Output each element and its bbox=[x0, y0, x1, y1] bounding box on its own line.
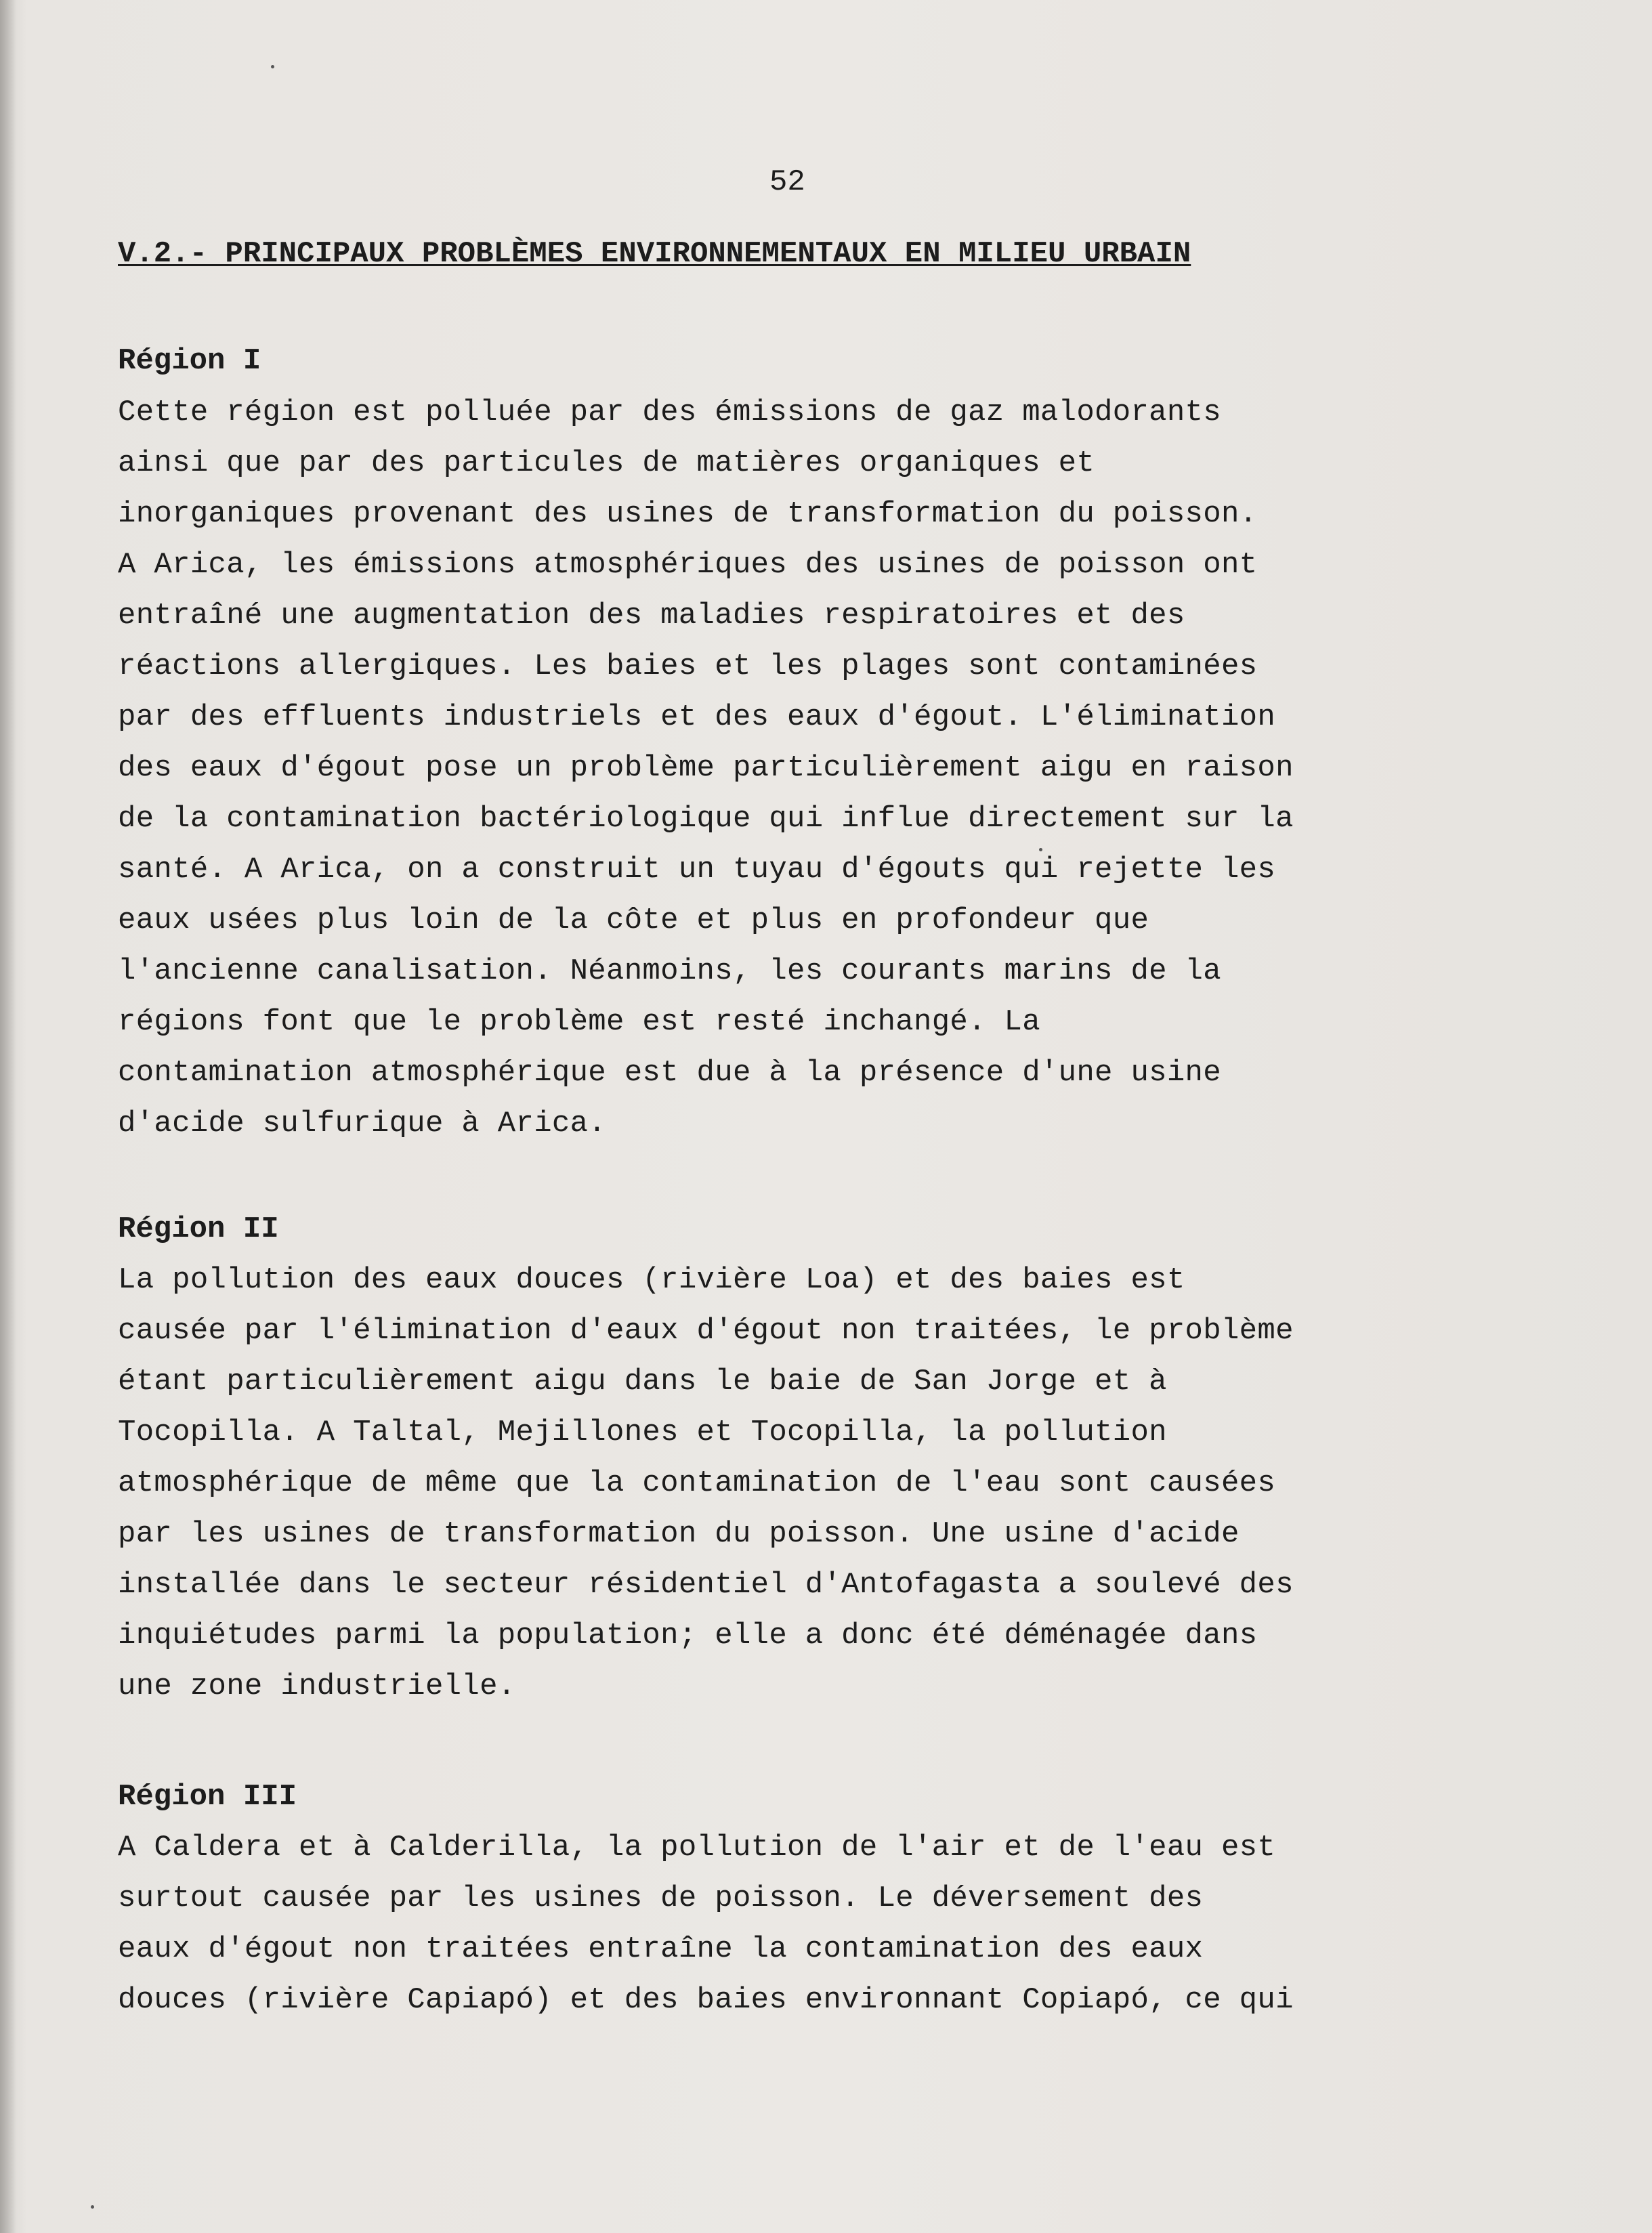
speck bbox=[271, 65, 274, 68]
paragraph-line: A Arica, les émissions atmosphériques des usines de poisson ont bbox=[118, 548, 1258, 582]
paragraph-line: La pollution des eaux douces (rivière Loa) et des baies est bbox=[118, 1263, 1185, 1297]
paragraph-line: réactions allergiques. Les baies et les plages sont contaminées bbox=[118, 650, 1258, 683]
paragraph-line: entraîné une augmentation des maladies respiratoires et des bbox=[118, 599, 1185, 633]
paragraph-line: A Caldera et à Calderilla, la pollution de l'air et de l'eau est bbox=[118, 1831, 1276, 1865]
paragraph-line: une zone industrielle. bbox=[118, 1670, 516, 1703]
paragraph-line: régions font que le problème est resté inchangé. La bbox=[118, 1005, 1040, 1039]
region-2-title: Région II bbox=[118, 1212, 279, 1246]
paragraph-line: atmosphérique de même que la contamination de l'eau sont causées bbox=[118, 1466, 1276, 1500]
region-1-title: Région I bbox=[118, 344, 261, 378]
paragraph-line: eaux d'égout non traitées entraîne la contamination des eaux bbox=[118, 1932, 1204, 1966]
paragraph-line: installée dans le secteur résidentiel d'Antofagasta a soulevé des bbox=[118, 1568, 1294, 1602]
paragraph-line: inorganiques provenant des usines de transformation du poisson. bbox=[118, 497, 1258, 531]
paragraph-line: Cette région est polluée par des émissions de gaz malodorants bbox=[118, 396, 1221, 429]
paragraph-line: contamination atmosphérique est due à la présence d'une usine bbox=[118, 1056, 1221, 1090]
paragraph-line: causée par l'élimination d'eaux d'égout non traitées, le problème bbox=[118, 1314, 1294, 1348]
speck bbox=[1039, 848, 1042, 851]
paragraph-line: eaux usées plus loin de la côte et plus en profondeur que bbox=[118, 903, 1149, 937]
paragraph-line: par des effluents industriels et des eaux d'égout. L'élimination bbox=[118, 700, 1276, 734]
paragraph-line: inquiétudes parmi la population; elle a donc été déménagée dans bbox=[118, 1619, 1258, 1653]
paragraph-line: de la contamination bactériologique qui influe directement sur la bbox=[118, 802, 1294, 836]
paragraph-line: des eaux d'égout pose un problème particulièrement aigu en raison bbox=[118, 751, 1294, 785]
binding-shadow bbox=[0, 0, 16, 2233]
page-number: 52 bbox=[769, 165, 805, 199]
paragraph-line: par les usines de transformation du poisson. Une usine d'acide bbox=[118, 1517, 1240, 1551]
paragraph-line: Tocopilla. A Taltal, Mejillones et Tocopilla, la pollution bbox=[118, 1416, 1167, 1449]
speck bbox=[91, 2205, 94, 2209]
paragraph-line: étant particulièrement aigu dans le baie de San Jorge et à bbox=[118, 1365, 1167, 1399]
paragraph-line: santé. A Arica, on a construit un tuyau d'égouts qui rejette les bbox=[118, 853, 1276, 887]
paragraph-line: ainsi que par des particules de matières organiques et bbox=[118, 446, 1095, 480]
paragraph-line: douces (rivière Capiapó) et des baies environnant Copiapó, ce qui bbox=[118, 1983, 1294, 2017]
paragraph-line: surtout causée par les usines de poisson. Le déversement des bbox=[118, 1881, 1204, 1915]
paragraph-line: d'acide sulfurique à Arica. bbox=[118, 1107, 607, 1141]
section-heading: V.2.- PRINCIPAUX PROBLÈMES ENVIRONNEMENTAUX EN MILIEU URBAIN bbox=[118, 237, 1191, 271]
paragraph-line: l'ancienne canalisation. Néanmoins, les courants marins de la bbox=[118, 954, 1221, 988]
region-3-title: Région III bbox=[118, 1780, 297, 1814]
